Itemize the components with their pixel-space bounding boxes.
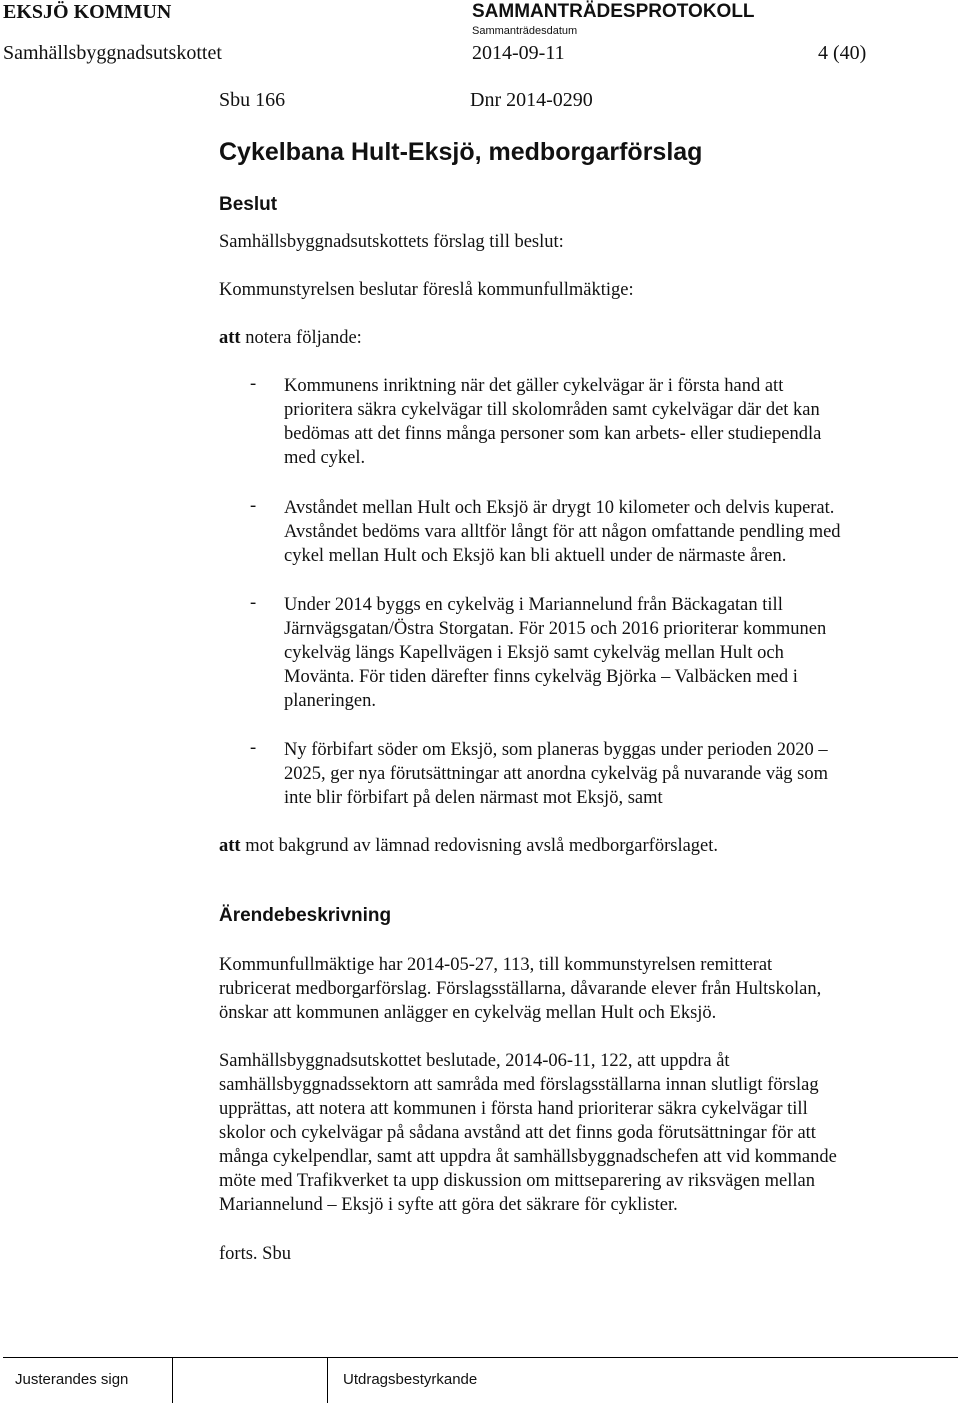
bullet-line: Under 2014 byggs en cykelväg i Mariannelund från Bäckagatan till: [284, 595, 783, 615]
bullet-line: Avståndet mellan Hult och Eksjö är drygt 10 kilometer och delvis kuperat.: [284, 498, 835, 518]
continued-note: forts. Sbu: [219, 1244, 291, 1264]
utdragsbestyrkande-label: Utdragsbestyrkande: [343, 1371, 478, 1388]
bullet-item: [284, 374, 821, 470]
paragraph-line: skolor och cykelvägar på sådana avstånd att det finns goda förutsättningar för att: [219, 1123, 816, 1143]
paragraph-line: rubricerat medborgarförslag. Förslagsställarna, dåvarande elever från Hultskolan,: [219, 979, 822, 999]
justerandes-sign-label: Justerandes sign: [15, 1371, 129, 1388]
paragraph-reference: Sbu 166: [219, 89, 286, 111]
bullet-line: Ny förbifart söder om Eksjö, som planeras byggas under perioden 2020 –: [284, 740, 828, 760]
paragraph-line: upprättas, att notera att kommunen i första hand prioriterar säkra cykelvägar till: [219, 1099, 808, 1119]
bullet-line: cykelväg längs Kapellvägen i Eksjö samt cykelväg mellan Hult och: [284, 643, 784, 663]
beslut-heading: Beslut: [219, 194, 278, 215]
bullet-line: inte blir förbifart på delen närmast mot Eksjö, samt: [284, 788, 663, 808]
paragraph-line: önskar att kommunen anlägger en cykelväg mellan Hult och Eksjö.: [219, 1003, 717, 1023]
bullet-line: cykel mellan Hult och Eksjö kan bli aktuell under de närmaste åren.: [284, 546, 787, 566]
meeting-date: 2014-09-11: [472, 42, 565, 64]
bullet-line: Avståndet bedöms vara alltför långt för att någon omfattande pendling med: [284, 522, 841, 542]
arende-heading: Ärendebeskrivning: [219, 905, 392, 926]
bullet-line: med cykel.: [284, 448, 366, 468]
bullet-line: bedömas att det finns många personer som kan arbets- eller studiependla: [284, 424, 822, 444]
footer-rule: [3, 1357, 958, 1358]
paragraph-line: samhällsbyggnadssektorn att samråda med förslagsställarna innan slutligt förslag: [219, 1075, 819, 1095]
diary-number: Dnr 2014-0290: [470, 89, 593, 111]
document-type: SAMMANTRÄDESPROTOKOLL: [472, 1, 755, 22]
paragraph-line: Kommunfullmäktige har 2014-05-27, 113, till kommunstyrelsen remitterat: [219, 955, 773, 975]
arende-paragraph-1: [219, 953, 821, 1025]
bullet-item: [284, 496, 841, 568]
bullet-line: prioritera säkra cykelvägar till skolområden samt cykelvägar där det kan: [284, 400, 820, 420]
paragraph-line: Samhällsbyggnadsutskottet beslutade, 2014-06-11, 122, att uppdra åt: [219, 1051, 730, 1071]
arende-paragraph-2: [219, 1049, 837, 1217]
paragraph-line: Mariannelund – Eksjö i syfte att göra det säkrare för cyklister.: [219, 1195, 678, 1215]
bullet-line: Järnvägsgatan/Östra Storgatan. För 2015 och 2016 prioriterar kommunen: [284, 619, 827, 639]
final-att-text: mot bakgrund av lämnad redovisning avslå medborgarförslaget.: [240, 836, 719, 856]
bullet-line: Movänta. För tiden därefter finns cykelväg Björka – Valbäcken med i: [284, 667, 798, 687]
att-clause: [219, 326, 362, 350]
beslut-proposal: Kommunstyrelsen beslutar föreslå kommunfullmäktige:: [219, 280, 634, 300]
att-clause-text: notera följande:: [240, 328, 362, 348]
bullet-item: [284, 593, 826, 713]
beslut-intro: Samhällsbyggnadsutskottets förslag till beslut:: [219, 232, 564, 252]
bullet-line: 2025, ger nya förutsättningar att anordna cykelväg på nuvarande väg som: [284, 764, 829, 784]
att-keyword: att: [219, 328, 241, 348]
organization-name: EKSJÖ KOMMUN: [3, 1, 172, 23]
bullet-dash: -: [250, 593, 257, 613]
footer-divider: [327, 1358, 328, 1403]
final-att-clause: [219, 834, 718, 858]
page-title: Cykelbana Hult-Eksjö, medborgarförslag: [219, 138, 703, 166]
bullet-dash: -: [250, 496, 257, 516]
att-keyword: att: [219, 836, 241, 856]
footer-divider: [172, 1358, 173, 1403]
paragraph-line: möte med Trafikverket ta upp diskussion om mittseparering av riksvägen mellan: [219, 1171, 816, 1191]
bullet-item: [284, 738, 828, 810]
bullet-dash: -: [250, 738, 257, 758]
committee-name: Samhällsbyggnadsutskottet: [3, 42, 222, 64]
paragraph-line: många cykelpendlar, samt att uppdra åt samhällsbyggnadschefen att vid kommande: [219, 1147, 837, 1167]
page-number: 4 (40): [818, 42, 867, 64]
bullet-line: Kommunens inriktning när det gäller cykelvägar är i första hand att: [284, 376, 784, 396]
meeting-date-label: Sammanträdesdatum: [472, 25, 578, 37]
bullet-dash: -: [250, 374, 257, 394]
bullet-line: planeringen.: [284, 691, 376, 711]
